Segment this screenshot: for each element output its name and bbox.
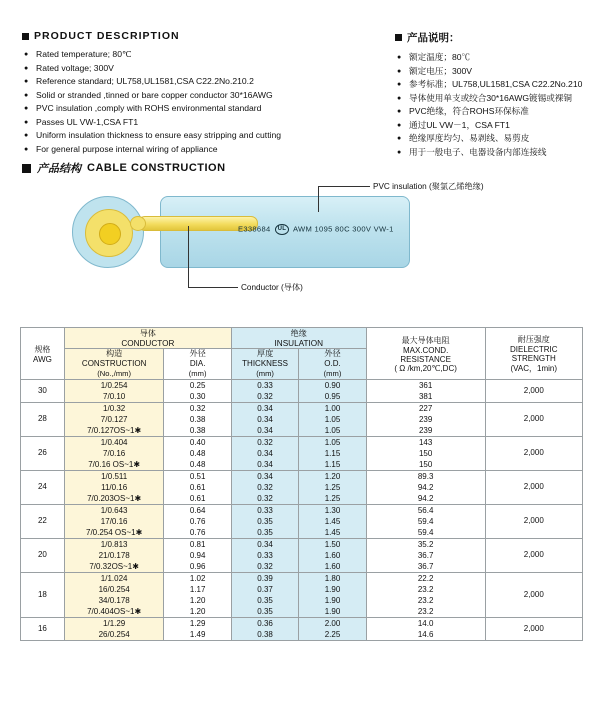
- cell-line: 1.25: [324, 483, 341, 492]
- cell-line: 1/0.254: [100, 381, 128, 390]
- header-od-cn: 外径: [324, 349, 341, 358]
- cell-line: 1.02: [189, 574, 206, 583]
- cell-line: 14.0: [417, 619, 434, 628]
- cell-line: 1.30: [324, 506, 341, 515]
- cell-line: 23.2: [417, 607, 434, 616]
- cell-diameter: [164, 471, 231, 505]
- cell-line: 89.3: [417, 472, 434, 481]
- cell-line: 1.20: [189, 607, 206, 616]
- leader-line-insulation-vertical: [318, 186, 319, 212]
- cell-line: 7/0.16 OS~1✱: [88, 460, 141, 469]
- cell-awg: 20: [21, 539, 65, 573]
- cell-line: 1/0.643: [100, 506, 128, 515]
- cell-line: 59.4: [417, 528, 434, 537]
- bullet-square-icon: [22, 164, 31, 173]
- list-item: ● Rated voltage; 300V: [24, 63, 352, 74]
- cell-line: 0.51: [189, 472, 206, 481]
- cell-line: 1.45: [324, 517, 341, 526]
- cell-line: 1/0.813: [100, 540, 128, 549]
- cell-line: 361: [418, 381, 433, 390]
- cell-od: [299, 403, 366, 437]
- cell-line: 1.15: [324, 449, 341, 458]
- header-thickness-unit: (mm): [256, 369, 274, 378]
- cell-line: 0.34: [257, 449, 273, 458]
- table-row: [21, 471, 583, 505]
- ul-logo-icon: UL: [275, 224, 289, 235]
- list-item: ● Rated temperature; 80℃: [24, 49, 352, 60]
- list-item: ● 绝缘厚度均匀、易剥线、易剪皮: [397, 133, 600, 144]
- table-row: [21, 573, 583, 618]
- table-row: [21, 618, 583, 641]
- cell-thickness: [231, 403, 298, 437]
- cell-line: 0.95: [324, 392, 341, 401]
- cell-od: [299, 380, 366, 403]
- cell-resistance: [366, 437, 485, 471]
- cell-od: [299, 539, 366, 573]
- cell-line: 0.32: [257, 438, 273, 447]
- group-header-insulation: [231, 328, 366, 349]
- cable-diagram: [20, 180, 590, 315]
- cell-line: 1.60: [324, 562, 341, 571]
- cell-thickness: [231, 380, 298, 403]
- header-dielectric-en2: STRENGTH: [511, 353, 556, 363]
- cell-line: 0.96: [189, 562, 206, 571]
- cell-resistance: [366, 380, 485, 403]
- cell-line: 1.15: [324, 460, 341, 469]
- cell-line: 0.94: [189, 551, 206, 560]
- cell-line: 0.32: [257, 392, 273, 401]
- leader-line-conductor-horizontal: [188, 287, 238, 288]
- list-item: ● 导体使用单支或绞合30*16AWG镀锡或裸铜: [397, 93, 600, 104]
- cell-line: 0.34: [257, 415, 273, 424]
- cell-awg: 30: [21, 380, 65, 403]
- cell-line: 0.35: [257, 528, 273, 537]
- product-description-cn-list: [397, 52, 600, 158]
- cell-dielectric: 2,000: [485, 471, 582, 505]
- header-dielectric-cn: 耐压强度: [517, 334, 550, 344]
- cell-resistance: [366, 539, 485, 573]
- product-description-list: [24, 49, 352, 155]
- cell-line: 7/0.32OS~1✱: [89, 562, 139, 571]
- cell-thickness: [231, 437, 298, 471]
- cell-awg: 24: [21, 471, 65, 505]
- cross-section-insulation: [72, 196, 144, 268]
- list-item: ● 参考标准；UL758,UL1581,CSA C22.2No.210: [397, 79, 600, 90]
- header-dielectric: [485, 328, 582, 380]
- product-description-block: [22, 30, 352, 157]
- cell-construction: [64, 539, 164, 573]
- cell-line: 239: [418, 426, 433, 435]
- cell-construction: [64, 380, 164, 403]
- cell-line: 1.05: [324, 415, 341, 424]
- cell-diameter: [164, 573, 231, 618]
- cell-dielectric: 2,000: [485, 380, 582, 403]
- table-row: [21, 437, 583, 471]
- cell-line: 7/0.127: [100, 415, 128, 424]
- cell-line: 0.35: [257, 596, 273, 605]
- cell-line: 1.80: [324, 574, 341, 583]
- cell-thickness: [231, 539, 298, 573]
- cell-line: 14.6: [417, 630, 434, 639]
- cell-line: 35.2: [417, 540, 434, 549]
- cell-line: 17/0.16: [100, 517, 128, 526]
- cell-line: 0.30: [189, 392, 206, 401]
- cell-line: 0.25: [189, 381, 206, 390]
- cell-construction: [64, 437, 164, 471]
- list-item: ● Passes UL VW-1,CSA FT1: [24, 117, 352, 128]
- cell-line: 0.32: [257, 562, 273, 571]
- header-resistance: [366, 328, 485, 380]
- cell-line: 1/0.511: [101, 472, 128, 481]
- cell-construction: [64, 618, 164, 641]
- cable-print-code: E338684: [238, 224, 271, 234]
- cell-line: 7/0.203OS~1✱: [87, 494, 142, 503]
- cell-line: 1/1.29: [103, 619, 126, 628]
- header-od: [299, 349, 366, 380]
- cell-od: [299, 505, 366, 539]
- cell-od: [299, 618, 366, 641]
- cell-line: 0.34: [257, 540, 273, 549]
- cable-construction-title-en: CABLE CONSTRUCTION: [87, 162, 226, 174]
- cell-line: 1.90: [324, 596, 341, 605]
- header-diameter-en: DIA.: [189, 359, 206, 368]
- cell-construction: [64, 471, 164, 505]
- specification-table-body: [21, 380, 583, 641]
- cell-line: 1.60: [324, 551, 341, 560]
- cell-dielectric: 2,000: [485, 618, 582, 641]
- list-item: ● 通过UL VW－1，CSA FT1: [397, 120, 600, 131]
- group-header-insulation-cn: 绝缘: [290, 329, 307, 338]
- header-thickness-cn: 厚度: [256, 349, 274, 358]
- cell-line: 0.34: [257, 404, 273, 413]
- bullet-square-icon: [22, 33, 29, 40]
- cell-resistance: [366, 573, 485, 618]
- group-header-conductor-en: CONDUCTOR: [121, 339, 175, 348]
- cell-awg: 22: [21, 505, 65, 539]
- table-group-header-row: [21, 328, 583, 349]
- cable-print-rating: AWM 1095 80C 300V VW-1: [292, 224, 394, 234]
- header-dielectric-unit: (VAC，1min): [510, 363, 558, 373]
- cell-line: 23.2: [417, 585, 434, 594]
- cell-awg: 18: [21, 573, 65, 618]
- cell-line: 23.2: [417, 596, 434, 605]
- list-item: ● 额定电压；300V: [397, 66, 600, 77]
- cell-line: 1.50: [324, 540, 341, 549]
- cell-line: 1.20: [189, 596, 206, 605]
- cell-line: 1/0.404: [100, 438, 128, 447]
- cell-line: 16/0.254: [98, 585, 130, 594]
- cell-line: 0.33: [257, 506, 273, 515]
- product-description-cn-heading: [395, 30, 600, 45]
- cell-line: 0.38: [189, 426, 206, 435]
- leader-line-insulation-horizontal: [318, 186, 370, 187]
- cell-line: 0.39: [257, 574, 273, 583]
- table-row: [21, 380, 583, 403]
- header-awg: [21, 328, 65, 380]
- header-resistance-cn: 最大导体电阻: [401, 335, 450, 345]
- cell-thickness: [231, 505, 298, 539]
- cross-section-conductor-ring: [85, 209, 133, 257]
- cell-line: 1.29: [189, 619, 206, 628]
- list-item: ● 用于一般电子、电器设备内部连接线: [397, 147, 600, 158]
- list-item: ● Reference standard; UL758,UL1581,CSA C22.2No.210.2: [24, 76, 352, 87]
- cell-dielectric: 2,000: [485, 505, 582, 539]
- cell-diameter: [164, 618, 231, 641]
- header-od-unit: (mm): [323, 369, 342, 378]
- cell-dielectric: 2,000: [485, 437, 582, 471]
- cell-awg: 16: [21, 618, 65, 641]
- cell-line: 59.4: [417, 517, 434, 526]
- cell-line: 7/0.16: [103, 449, 126, 458]
- cell-line: 22.2: [417, 574, 434, 583]
- header-construction: [64, 349, 164, 380]
- cell-line: 0.38: [189, 415, 206, 424]
- list-item: ● For general purpose internal wiring of appliance: [24, 144, 352, 155]
- cell-line: 21/0.178: [98, 551, 130, 560]
- table-row: [21, 539, 583, 573]
- cell-line: 1.17: [189, 585, 206, 594]
- header-thickness: [231, 349, 298, 380]
- cell-line: 0.48: [189, 460, 206, 469]
- cell-line: 143: [418, 438, 433, 447]
- specification-table: [20, 327, 583, 641]
- cell-line: 0.32: [189, 404, 206, 413]
- cell-line: 7/0.127OS~1✱: [87, 426, 142, 435]
- cell-line: 150: [418, 449, 433, 458]
- cell-line: 11/0.16: [101, 483, 128, 492]
- cell-line: 0.64: [189, 506, 206, 515]
- cell-line: 1.90: [324, 607, 341, 616]
- product-description-heading: [22, 30, 352, 42]
- cell-line: 56.4: [417, 506, 434, 515]
- cell-thickness: [231, 471, 298, 505]
- cell-line: 7/0.10: [103, 392, 126, 401]
- cell-line: 94.2: [417, 494, 434, 503]
- cell-line: 0.48: [189, 449, 206, 458]
- cell-line: 0.32: [257, 483, 273, 492]
- cell-line: 239: [418, 415, 433, 424]
- header-resistance-en2: RESISTANCE: [400, 354, 451, 364]
- cell-line: 0.61: [189, 494, 206, 503]
- cell-od: [299, 471, 366, 505]
- cell-line: 1.05: [324, 426, 341, 435]
- cell-od: [299, 573, 366, 618]
- cell-line: 150: [418, 460, 433, 469]
- cell-awg: 26: [21, 437, 65, 471]
- header-resistance-en1: MAX.COND.: [402, 345, 449, 355]
- cell-diameter: [164, 505, 231, 539]
- cell-line: 0.32: [257, 494, 273, 503]
- cell-line: 7/0.404OS~1✱: [87, 607, 142, 616]
- cell-line: 0.61: [189, 483, 206, 492]
- cell-line: 0.34: [257, 426, 273, 435]
- list-item: ● PVC绝缘，符合ROHS环保标准: [397, 106, 600, 117]
- cell-od: [299, 437, 366, 471]
- cell-line: 0.34: [257, 472, 273, 481]
- list-item: ● Uniform insulation thickness to ensure easy stripping and cutting: [24, 130, 352, 141]
- list-item: ● Solid or stranded ,tinned or bare copper conductor 30*16AWG: [24, 90, 352, 101]
- cell-line: 1.00: [324, 404, 341, 413]
- cell-line: 0.90: [324, 381, 341, 390]
- header-construction-unit: (No.,/mm): [97, 369, 132, 378]
- cell-construction: [64, 505, 164, 539]
- cell-line: 1.05: [324, 438, 341, 447]
- cable-construction-heading: [22, 160, 226, 176]
- product-description-title: PRODUCT DESCRIPTION: [34, 30, 180, 42]
- cable-surface-print: [238, 224, 394, 235]
- cell-line: 36.7: [417, 551, 434, 560]
- cell-diameter: [164, 380, 231, 403]
- header-od-en: O.D.: [324, 359, 341, 368]
- cell-line: 0.36: [257, 619, 273, 628]
- cell-line: 0.33: [257, 381, 273, 390]
- header-awg-cn: 规格: [34, 344, 51, 354]
- cell-construction: [64, 573, 164, 618]
- cell-line: 1/1.024: [100, 574, 128, 583]
- cell-line: 1.49: [189, 630, 206, 639]
- cell-line: 1/0.32: [103, 404, 126, 413]
- cell-line: 1.25: [324, 494, 341, 503]
- label-conductor: Conductor (导体): [241, 283, 303, 292]
- header-resistance-unit: ( Ω /km,20℃,DC): [394, 363, 457, 373]
- cell-line: 1.90: [324, 585, 341, 594]
- product-description-cn-title: 产品说明：: [407, 32, 460, 44]
- cell-line: 0.34: [257, 460, 273, 469]
- group-header-conductor: [64, 328, 231, 349]
- header-diameter-cn: 外径: [189, 349, 206, 358]
- cell-line: 0.38: [257, 630, 273, 639]
- cell-dielectric: 2,000: [485, 403, 582, 437]
- cable-conductor-end: [130, 216, 146, 231]
- cell-line: 0.35: [257, 607, 273, 616]
- cable-construction-title-cn: 产品结构: [37, 163, 81, 175]
- header-thickness-en: THICKNESS: [242, 359, 288, 368]
- header-dielectric-en1: DIELECTRIC: [509, 344, 558, 354]
- cell-dielectric: 2,000: [485, 539, 582, 573]
- cell-line: 36.7: [417, 562, 434, 571]
- cell-line: 0.81: [189, 540, 206, 549]
- cell-line: 2.00: [324, 619, 341, 628]
- cell-dielectric: 2,000: [485, 573, 582, 618]
- header-construction-cn: 构造: [105, 349, 123, 358]
- cell-thickness: [231, 618, 298, 641]
- list-item: ● PVC insulation ,comply with ROHS environmental standard: [24, 103, 352, 114]
- header-awg-en: AWG: [33, 354, 52, 364]
- leader-line-conductor-vertical: [188, 226, 189, 288]
- group-header-conductor-cn: 导体: [139, 329, 156, 338]
- cell-line: 7/0.254 OS~1✱: [86, 528, 143, 537]
- cell-resistance: [366, 505, 485, 539]
- bullet-square-icon: [395, 34, 402, 41]
- cell-line: 34/0.178: [98, 596, 130, 605]
- cell-line: 0.76: [189, 517, 206, 526]
- table-row: [21, 403, 583, 437]
- cell-line: 1.45: [324, 528, 341, 537]
- cell-line: 0.40: [189, 438, 206, 447]
- cell-line: 0.37: [257, 585, 273, 594]
- cell-thickness: [231, 573, 298, 618]
- header-construction-en: CONSTRUCTION: [81, 359, 147, 368]
- cell-resistance: [366, 403, 485, 437]
- cell-diameter: [164, 403, 231, 437]
- cell-line: 0.35: [257, 517, 273, 526]
- cell-resistance: [366, 618, 485, 641]
- cell-line: 0.76: [189, 528, 206, 537]
- cell-diameter: [164, 437, 231, 471]
- label-pvc-insulation: PVC insulation (聚氯乙烯绝缘): [373, 182, 484, 191]
- cell-line: 1.20: [324, 472, 341, 481]
- group-header-insulation-en: INSULATION: [274, 339, 324, 348]
- cell-line: 0.33: [257, 551, 273, 560]
- cell-line: 26/0.254: [98, 630, 130, 639]
- cell-resistance: [366, 471, 485, 505]
- cell-line: 381: [418, 392, 433, 401]
- cell-construction: [64, 403, 164, 437]
- cell-diameter: [164, 539, 231, 573]
- product-description-cn-block: [395, 30, 600, 160]
- cell-awg: 28: [21, 403, 65, 437]
- cell-line: 227: [418, 404, 433, 413]
- list-item: ● 额定温度；80℃: [397, 52, 600, 63]
- header-diameter: [164, 349, 231, 380]
- cross-section-core: [99, 223, 121, 245]
- cell-line: 94.2: [417, 483, 434, 492]
- table-row: [21, 505, 583, 539]
- header-diameter-unit: (mm): [188, 369, 207, 378]
- cell-line: 2.25: [324, 630, 341, 639]
